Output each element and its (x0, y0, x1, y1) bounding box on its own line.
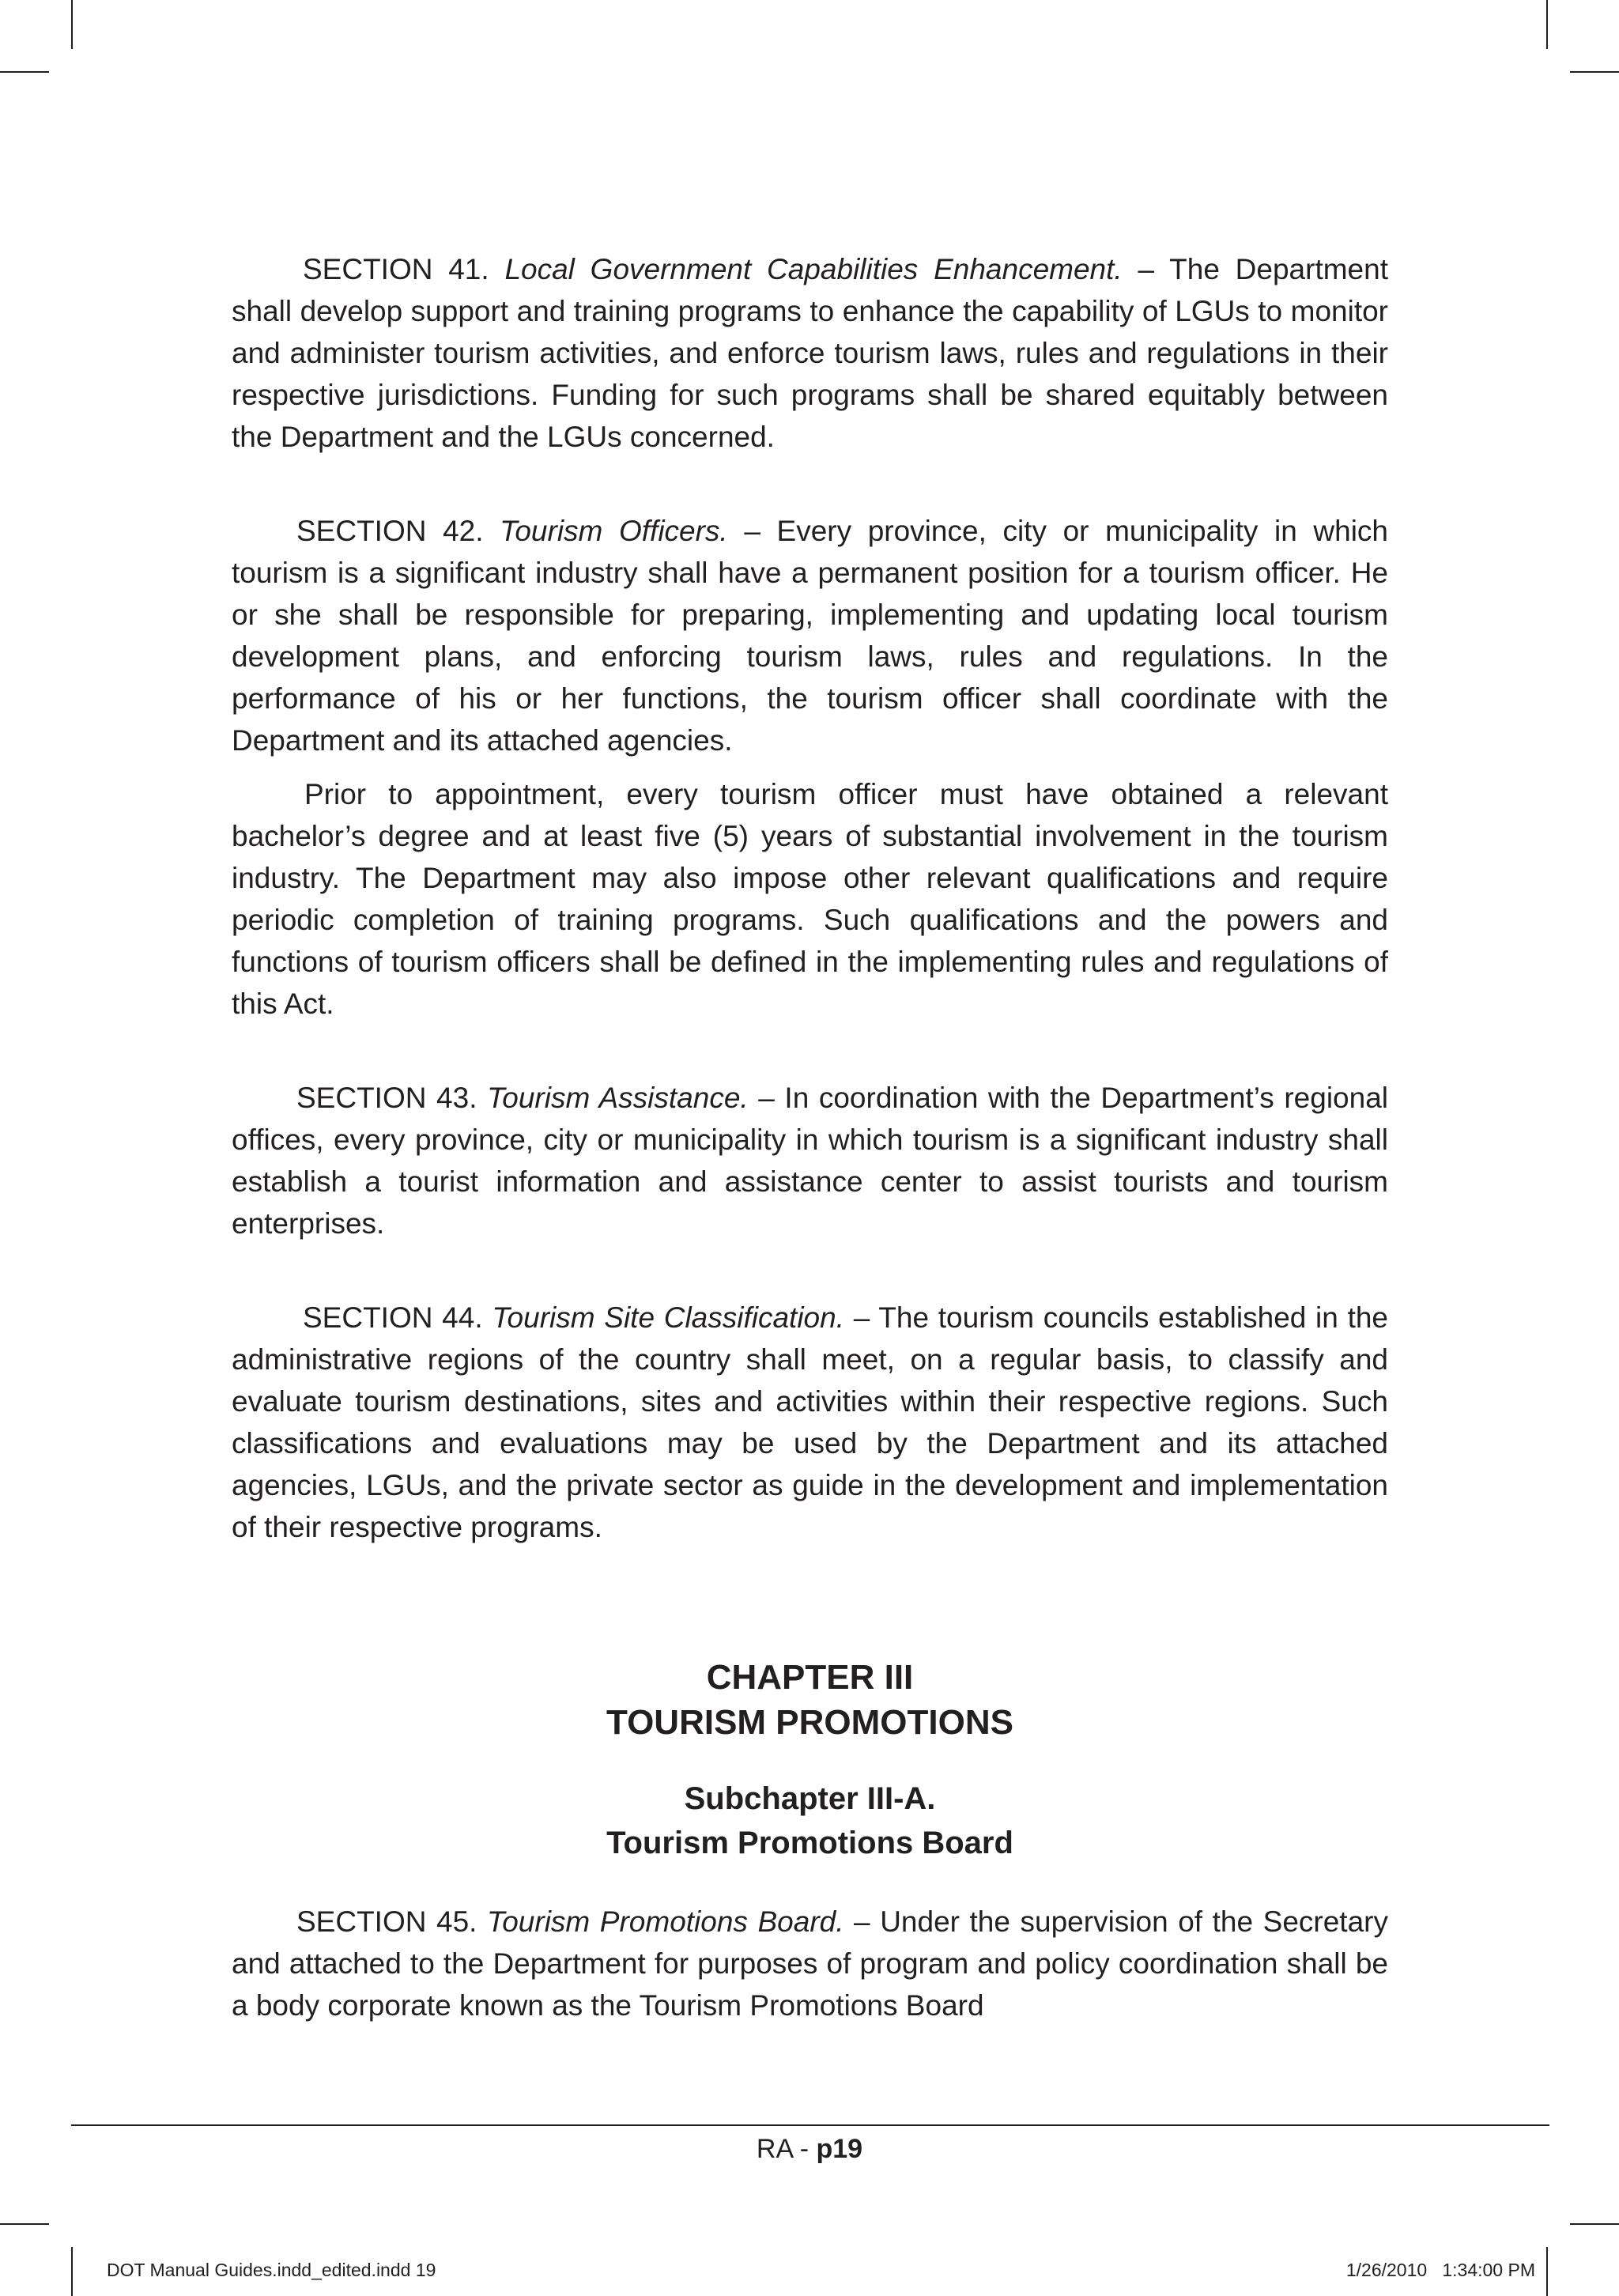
spacer (232, 1025, 1388, 1077)
section-41-label: SECTION 41. (303, 253, 489, 285)
chapter-heading (232, 1655, 1388, 1745)
folio-page-number: p19 (816, 2134, 863, 2164)
section-45-label: SECTION 45. (296, 1905, 477, 1938)
crop-mark-top-right-vertical (1546, 0, 1548, 49)
section-43-body: – In coordination with the Department’s regional offices, every province, city or municipality in which tourism is a significant industry shall establish a tourist information and assistance center to assist tourists and tourism enterprises. (232, 1082, 1388, 1240)
section-45-title: Tourism Promotions Board. (487, 1905, 844, 1938)
slug-timestamp (1346, 2258, 1535, 2282)
section-42-paragraph-2: Prior to appointment, every tourism officer must have obtained a relevant bachelor’s degree and at least five (5) years of substantial involvement in the tourism industry. The Department may also impose other relevant qualifications and require periodic completion of training programs. Such qualifications and the powers and functions of tourism officers shall be defined in the implementing rules and regulations of this Act. (232, 778, 1388, 1020)
slug-filename: DOT Manual Guides.indd_edited.indd 19 (107, 2260, 436, 2280)
section-45 (232, 1901, 1388, 2026)
section-44-label: SECTION 44. (303, 1301, 483, 1334)
page-body (232, 248, 1388, 2026)
crop-mark-bottom-right-horizontal (1570, 2223, 1619, 2225)
crop-mark-top-right-horizontal (1570, 71, 1619, 73)
section-41-title: Local Government Capabilities Enhancement. (504, 253, 1123, 285)
spacer (232, 458, 1388, 510)
section-44-body: – The tourism councils established in the administrative regions of the country shall meet, on a regular basis, to classify and evaluate tourism destinations, sites and activities within their respective regions. Such classifications and evaluations may be used by the Department and its attached agencies, LGUs, and the private sector as guide in the development and implementation of their respective programs. (232, 1301, 1389, 1543)
section-45-paragraph (232, 1901, 1388, 2026)
section-42-title: Tourism Officers. (500, 515, 728, 547)
section-43-title: Tourism Assistance. (487, 1082, 749, 1114)
subchapter-heading (232, 1777, 1388, 1865)
section-44 (232, 1297, 1388, 1548)
section-42-paragraph (232, 510, 1388, 761)
slug-date: 1/26/2010 (1345, 2260, 1428, 2280)
section-41-body: – The Department shall develop support and training programs to enhance the capability of LGUs to monitor and administer tourism activities, and enforce tourism laws, rules and regulations in their respective jurisdictions. Funding for such programs shall be shared equitably between the Department and the LGUs concerned. (232, 253, 1388, 453)
section-43-label: SECTION 43. (296, 1082, 477, 1114)
section-42-label: SECTION 42. (296, 515, 484, 547)
footer-rule (71, 2124, 1549, 2126)
crop-mark-bottom-right-vertical (1546, 2247, 1548, 2296)
spacer (232, 1244, 1388, 1297)
section-44-paragraph (232, 1297, 1388, 1548)
chapter-number: CHAPTER III (706, 1658, 914, 1697)
folio-prefix: RA - (756, 2134, 817, 2164)
spacer (232, 1548, 1388, 1655)
crop-mark-bottom-left-vertical (71, 2247, 73, 2296)
crop-mark-bottom-left-horizontal (0, 2223, 49, 2225)
section-44-title: Tourism Site Classification. (492, 1301, 844, 1334)
section-42 (232, 510, 1388, 1025)
chapter-title: TOURISM PROMOTIONS (606, 1703, 1013, 1742)
crop-mark-top-left-horizontal (0, 71, 49, 73)
spacer (232, 1865, 1388, 1901)
subchapter-number: Subchapter III-A. (684, 1781, 936, 1816)
section-41-paragraph (232, 248, 1388, 458)
section-42-body: – Every province, city or municipality in which tourism is a significant industry shall have a permanent position for a tourism officer. He or she shall be responsible for preparing, implementing and updating local tourism development plans, and enforcing tourism laws, rules and regulations. In the performance of his or her functions, the tourism officer shall coordinate with the Department and its attached agencies. (232, 515, 1388, 757)
slug-time: 1:34:00 PM (1442, 2260, 1535, 2280)
section-45-body: – Under the supervision of the Secretary and attached to the Department for purposes of program and policy coordination shall be a body corporate known as the Tourism Promotions Board (232, 1905, 1388, 2022)
subchapter-title: Tourism Promotions Board (606, 1826, 1013, 1860)
section-41 (232, 248, 1388, 458)
page-folio (0, 2130, 1619, 2168)
section-43-paragraph (232, 1077, 1388, 1244)
crop-mark-top-left-vertical (71, 0, 73, 49)
section-43 (232, 1077, 1388, 1244)
